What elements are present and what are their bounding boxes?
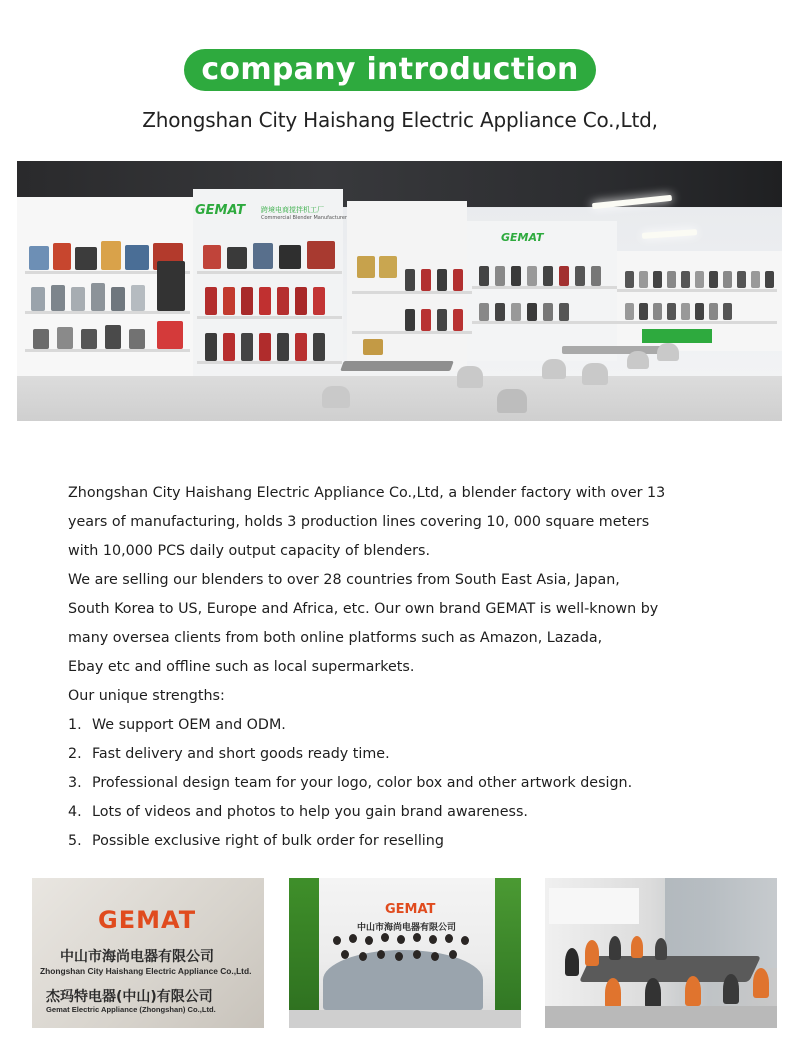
blender [223, 287, 235, 315]
person-head [413, 933, 421, 942]
plant [495, 878, 521, 1028]
person-head [381, 933, 389, 942]
chair [457, 366, 483, 388]
person-head [431, 952, 439, 961]
chair [657, 343, 679, 361]
strengths-list [68, 711, 748, 856]
person [655, 938, 667, 960]
shelf [197, 361, 342, 364]
meeting-room-photo [545, 878, 777, 1028]
person-head [461, 936, 469, 945]
blender [527, 303, 537, 321]
blender [543, 266, 553, 286]
blender [223, 333, 235, 361]
blender [695, 271, 704, 288]
showroom-sign-cn: 跨境电商搅拌机工厂 [261, 206, 324, 214]
section-title: company introduction [201, 51, 579, 87]
appliance [33, 329, 49, 349]
blender [681, 303, 690, 320]
blender [405, 309, 415, 331]
product-box [227, 247, 247, 269]
blender [277, 333, 289, 361]
blender [723, 271, 732, 288]
shelf [197, 316, 342, 319]
shelf [25, 349, 190, 352]
appliance [81, 329, 97, 349]
ceiling-light [642, 229, 697, 239]
product-box [203, 245, 221, 269]
blender [495, 303, 505, 321]
table [562, 346, 672, 354]
blender [91, 283, 105, 311]
strength-number: 2. [68, 746, 82, 762]
product-box [279, 245, 301, 269]
product-box [253, 243, 273, 269]
blender [709, 271, 718, 288]
blender [437, 269, 447, 291]
chair [322, 386, 350, 408]
product-box [307, 241, 335, 269]
product-box [29, 246, 49, 270]
team-cn-name: 中山市海尚电器有限公司 [357, 923, 457, 933]
intro-line: We are selling our blenders to over 28 countries from South East Asia, Japan, [68, 572, 620, 588]
strength-number: 5. [68, 833, 82, 849]
person-head [377, 950, 385, 959]
appliance [57, 327, 73, 349]
blender [667, 271, 676, 288]
product-box [125, 245, 149, 270]
blender [709, 303, 718, 320]
showroom-logo: GEMAT [195, 203, 246, 218]
strength-text: Lots of videos and photos to help you gain brand awareness. [92, 804, 528, 820]
strength-text: We support OEM and ODM. [92, 717, 286, 733]
strength-item [68, 798, 748, 827]
blender [453, 269, 463, 291]
strengths-heading: Our unique strengths: [68, 688, 225, 704]
strength-item [68, 769, 748, 798]
intro-line: with 10,000 PCS daily output capacity of blenders. [68, 543, 431, 559]
chair [627, 351, 649, 369]
blender [695, 303, 704, 320]
person-head [365, 936, 373, 945]
shelf [472, 321, 617, 324]
blender [751, 271, 760, 288]
blender [421, 309, 431, 331]
blender [511, 303, 521, 321]
blender [511, 266, 521, 286]
person [645, 978, 661, 1008]
person-head [413, 950, 421, 959]
sign-en-name-1: Zhongshan City Haishang Electric Appliance Co.,Ltd. [40, 966, 252, 976]
intro-line: South Korea to US, Europe and Africa, etc. Our own brand GEMAT is well-known by [68, 601, 659, 617]
blender [765, 271, 774, 288]
blender [625, 303, 634, 320]
sign-cn-name-1: 中山市海尚电器有限公司 [60, 949, 214, 965]
intro-line: years of manufacturing, holds 3 production lines covering 10, 000 square meters [68, 514, 650, 530]
person-head [333, 936, 341, 945]
blender [421, 269, 431, 291]
person [631, 936, 643, 958]
blender [437, 309, 447, 331]
blender [453, 309, 463, 331]
blender [295, 287, 307, 315]
person-head [341, 950, 349, 959]
blender [667, 303, 676, 320]
appliance [105, 325, 121, 349]
blender [479, 303, 489, 321]
showroom-photo [17, 161, 782, 421]
blender [591, 266, 601, 286]
floor [545, 1006, 777, 1028]
certificate [363, 339, 383, 355]
company-sign-photo [32, 878, 264, 1028]
intro-line: many oversea clients from both online platforms such as Amazon, Lazada, [68, 630, 603, 646]
table [340, 361, 454, 371]
blender [559, 266, 569, 286]
appliance [157, 321, 183, 349]
blender [737, 271, 746, 288]
person-head [445, 934, 453, 943]
blender [313, 333, 325, 361]
blender [295, 333, 307, 361]
blender [527, 266, 537, 286]
team-brand-logo: GEMAT [385, 902, 436, 917]
blender [405, 269, 415, 291]
blender [205, 287, 217, 315]
certificate [357, 256, 375, 278]
blender [495, 266, 505, 286]
blender [131, 285, 145, 311]
product-box [101, 241, 121, 270]
blender [575, 266, 585, 286]
blender [259, 333, 271, 361]
person-head [349, 934, 357, 943]
shelf [352, 291, 472, 294]
blender [559, 303, 569, 321]
blender [111, 287, 125, 311]
shelf [25, 311, 190, 314]
blender [259, 287, 271, 315]
strength-text: Possible exclusive right of bulk order for reselling [92, 833, 444, 849]
shelf [617, 321, 777, 324]
strength-text: Fast delivery and short goods ready time. [92, 746, 390, 762]
shelf [617, 289, 777, 292]
intro-line: Zhongshan City Haishang Electric Appliance Co.,Ltd, a blender factory with over 13 [68, 485, 666, 501]
blender [543, 303, 553, 321]
team-group [323, 950, 483, 1010]
blender [625, 271, 634, 288]
person [605, 978, 621, 1008]
sign-brand-logo: GEMAT [98, 906, 197, 934]
blender [51, 285, 65, 311]
chair [582, 363, 608, 385]
strength-text: Professional design team for your logo, color box and other artwork design. [92, 775, 633, 791]
blender [653, 271, 662, 288]
blender [277, 287, 289, 315]
sign-cn-name-2: 杰玛特电器(中山)有限公司 [46, 989, 213, 1005]
strength-item [68, 827, 748, 856]
blender [723, 303, 732, 320]
company-name-heading: Zhongshan City Haishang Electric Appliance Co.,Ltd, [142, 108, 658, 132]
appliance [129, 329, 145, 349]
product-box [53, 243, 71, 270]
shelf [352, 331, 472, 334]
person-head [397, 935, 405, 944]
blender [653, 303, 662, 320]
sign-en-name-2: Gemat Electric Appliance (Zhongshan) Co.,Ltd. [46, 1005, 216, 1014]
intro-line: Ebay etc and offline such as local supermarkets. [68, 659, 415, 675]
shelf [472, 286, 617, 289]
floor [17, 376, 782, 421]
blender [31, 287, 45, 311]
showroom-logo-2: GEMAT [501, 231, 544, 244]
section-title-badge [184, 49, 596, 91]
person-head [449, 950, 457, 959]
showroom-sign-en: Commercial Blender Manufacturer [261, 215, 347, 221]
person [585, 940, 599, 966]
blender [241, 287, 253, 315]
blender [313, 287, 325, 315]
person-head [429, 935, 437, 944]
floor [289, 1010, 521, 1028]
strength-number: 3. [68, 775, 82, 791]
shelf [197, 271, 342, 274]
chair [497, 389, 527, 413]
company-description [68, 479, 748, 856]
chair [542, 359, 566, 379]
person [685, 976, 701, 1006]
certificate [379, 256, 397, 278]
blender [681, 271, 690, 288]
blender [71, 287, 85, 311]
wall-artwork [549, 888, 639, 924]
person [609, 936, 621, 960]
blender-large [157, 261, 185, 311]
team-photo [289, 878, 521, 1028]
person-head [359, 952, 367, 961]
person [723, 974, 739, 1004]
glass-wall [665, 878, 777, 968]
strength-number: 4. [68, 804, 82, 820]
green-counter-strip [642, 329, 712, 343]
strength-item [68, 711, 748, 740]
person [565, 948, 579, 976]
blender [241, 333, 253, 361]
person-head [395, 952, 403, 961]
strength-number: 1. [68, 717, 82, 733]
person [753, 968, 769, 998]
blender [479, 266, 489, 286]
plant [289, 878, 319, 1028]
blender [639, 303, 648, 320]
blender [639, 271, 648, 288]
strength-item [68, 740, 748, 769]
product-box [75, 247, 97, 270]
blender [205, 333, 217, 361]
